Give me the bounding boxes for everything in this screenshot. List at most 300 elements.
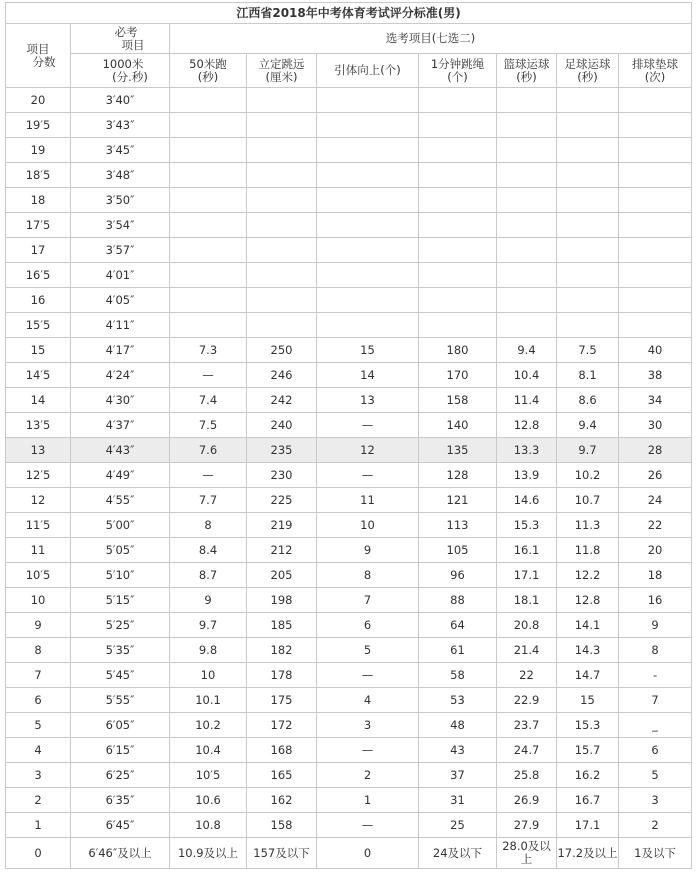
score-cell: 9 — [6, 613, 71, 638]
cell-standing-jump: 246 — [247, 363, 317, 388]
cell-football: 17.2及以上 — [557, 838, 619, 869]
column-header-football: 足球运球 (秒) — [557, 54, 619, 88]
cell-football: 15.3 — [557, 713, 619, 738]
score-cell: 18 — [6, 188, 71, 213]
table-row — [6, 363, 692, 388]
cell-rope-skip: 61 — [419, 638, 497, 663]
cell-standing-jump: 250 — [247, 338, 317, 363]
cell-standing-jump: 198 — [247, 588, 317, 613]
score-cell: 12 — [6, 488, 71, 513]
cell-standing-jump — [247, 163, 317, 188]
cell-football — [557, 163, 619, 188]
score-cell: 10 — [6, 588, 71, 613]
cell-basketball: 26.9 — [497, 788, 557, 813]
table-row — [6, 588, 692, 613]
table-row — [6, 763, 692, 788]
table-row — [6, 788, 692, 813]
cell-volleyball: 34 — [619, 388, 692, 413]
cell-standing-jump — [247, 88, 317, 113]
cell-rope-skip: 88 — [419, 588, 497, 613]
cell-50m — [170, 88, 247, 113]
cell-1000m: 4′43″ — [71, 438, 170, 463]
cell-rope-skip: 48 — [419, 713, 497, 738]
cell-1000m: 5′35″ — [71, 638, 170, 663]
table-row — [6, 488, 692, 513]
cell-football — [557, 138, 619, 163]
cell-volleyball — [619, 113, 692, 138]
cell-50m: 10.6 — [170, 788, 247, 813]
cell-volleyball: 28 — [619, 438, 692, 463]
cell-1000m: 4′24″ — [71, 363, 170, 388]
cell-rope-skip: 180 — [419, 338, 497, 363]
cell-50m: 10.8 — [170, 813, 247, 838]
cell-rope-skip: 96 — [419, 563, 497, 588]
cell-basketball — [497, 313, 557, 338]
cell-standing-jump: 165 — [247, 763, 317, 788]
cell-volleyball: 6 — [619, 738, 692, 763]
table-row — [6, 738, 692, 763]
score-cell: 16′5 — [6, 263, 71, 288]
cell-volleyball: 8 — [619, 638, 692, 663]
cell-pull-up — [317, 113, 419, 138]
score-cell: 13′5 — [6, 413, 71, 438]
cell-football: 12.8 — [557, 588, 619, 613]
cell-volleyball — [619, 288, 692, 313]
cell-basketball: 11.4 — [497, 388, 557, 413]
table-row — [6, 538, 692, 563]
cell-50m: 10 — [170, 663, 247, 688]
cell-football: 7.5 — [557, 338, 619, 363]
cell-1000m: 5′45″ — [71, 663, 170, 688]
cell-basketball: 13.9 — [497, 463, 557, 488]
cell-pull-up: 13 — [317, 388, 419, 413]
cell-pull-up: — — [317, 663, 419, 688]
cell-pull-up: 4 — [317, 688, 419, 713]
cell-pull-up: 6 — [317, 613, 419, 638]
cell-basketball — [497, 288, 557, 313]
cell-50m: 10.9及以上 — [170, 838, 247, 869]
cell-basketball: 16.1 — [497, 538, 557, 563]
cell-basketball: 25.8 — [497, 763, 557, 788]
cell-volleyball — [619, 138, 692, 163]
table-row — [6, 113, 692, 138]
cell-rope-skip: 158 — [419, 388, 497, 413]
cell-pull-up: — — [317, 813, 419, 838]
cell-football: 14.7 — [557, 663, 619, 688]
cell-rope-skip: 113 — [419, 513, 497, 538]
cell-football — [557, 263, 619, 288]
cell-rope-skip — [419, 238, 497, 263]
table-row — [6, 438, 692, 463]
cell-basketball: 17.1 — [497, 563, 557, 588]
cell-football: 10.7 — [557, 488, 619, 513]
score-cell: 2 — [6, 788, 71, 813]
cell-standing-jump: 235 — [247, 438, 317, 463]
cell-rope-skip — [419, 88, 497, 113]
table-row — [6, 238, 692, 263]
table-row — [6, 88, 692, 113]
table-row — [6, 513, 692, 538]
cell-standing-jump: 205 — [247, 563, 317, 588]
table-row — [6, 213, 692, 238]
cell-standing-jump: 182 — [247, 638, 317, 663]
table-row — [6, 388, 692, 413]
cell-standing-jump: 172 — [247, 713, 317, 738]
cell-pull-up: 3 — [317, 713, 419, 738]
cell-basketball — [497, 113, 557, 138]
corner-label-score: 分数 — [32, 54, 56, 69]
table-row — [6, 288, 692, 313]
cell-basketball: 27.9 — [497, 813, 557, 838]
cell-pull-up — [317, 138, 419, 163]
cell-volleyball: 5 — [619, 763, 692, 788]
cell-1000m: 3′57″ — [71, 238, 170, 263]
table-row — [6, 838, 692, 869]
cell-standing-jump: 212 — [247, 538, 317, 563]
cell-volleyball: 24 — [619, 488, 692, 513]
column-header-1000m — [71, 54, 170, 88]
cell-50m — [170, 188, 247, 213]
cell-50m: — — [170, 363, 247, 388]
cell-football — [557, 238, 619, 263]
cell-standing-jump: 162 — [247, 788, 317, 813]
cell-rope-skip: 135 — [419, 438, 497, 463]
cell-volleyball — [619, 238, 692, 263]
cell-rope-skip — [419, 213, 497, 238]
score-cell: 19 — [6, 138, 71, 163]
score-cell: 0 — [6, 838, 71, 869]
cell-volleyball: 18 — [619, 563, 692, 588]
cell-volleyball — [619, 213, 692, 238]
cell-standing-jump: 157及以下 — [247, 838, 317, 869]
cell-standing-jump — [247, 288, 317, 313]
cell-rope-skip: 170 — [419, 363, 497, 388]
cell-football: 8.6 — [557, 388, 619, 413]
table-row — [6, 188, 692, 213]
cell-50m: 10.4 — [170, 738, 247, 763]
cell-football: 9.7 — [557, 438, 619, 463]
score-cell: 4 — [6, 738, 71, 763]
table-row — [6, 338, 692, 363]
cell-pull-up — [317, 163, 419, 188]
cell-standing-jump: 178 — [247, 663, 317, 688]
cell-football — [557, 213, 619, 238]
cell-pull-up — [317, 188, 419, 213]
required-label-a: 必考 — [114, 24, 138, 39]
cell-football: 10.2 — [557, 463, 619, 488]
cell-pull-up: 5 — [317, 638, 419, 663]
cell-basketball — [497, 213, 557, 238]
column-header-rope-skip: 1分钟跳绳 (个) — [419, 54, 497, 88]
cell-football: 12.2 — [557, 563, 619, 588]
cell-standing-jump — [247, 238, 317, 263]
cell-50m: 10.1 — [170, 688, 247, 713]
cell-basketball: 14.6 — [497, 488, 557, 513]
cell-pull-up — [317, 288, 419, 313]
table-row — [6, 413, 692, 438]
cell-rope-skip: 128 — [419, 463, 497, 488]
cell-rope-skip: 24及以下 — [419, 838, 497, 869]
cell-rope-skip: 25 — [419, 813, 497, 838]
cell-50m — [170, 113, 247, 138]
score-cell: 15′5 — [6, 313, 71, 338]
cell-football: 11.3 — [557, 513, 619, 538]
cell-50m — [170, 313, 247, 338]
cell-standing-jump: 240 — [247, 413, 317, 438]
cell-50m — [170, 263, 247, 288]
table-row — [6, 613, 692, 638]
cell-football: 14.1 — [557, 613, 619, 638]
cell-50m: — — [170, 463, 247, 488]
cell-standing-jump — [247, 113, 317, 138]
cell-basketball — [497, 263, 557, 288]
cell-pull-up — [317, 263, 419, 288]
cell-standing-jump: 230 — [247, 463, 317, 488]
cell-pull-up: 8 — [317, 563, 419, 588]
cell-pull-up: 1 — [317, 788, 419, 813]
elective-group-header: 选考项目(七选二) — [170, 24, 692, 54]
cell-pull-up — [317, 313, 419, 338]
cell-standing-jump — [247, 188, 317, 213]
cell-basketball: 22 — [497, 663, 557, 688]
cell-50m: 8.7 — [170, 563, 247, 588]
cell-rope-skip — [419, 188, 497, 213]
cell-1000m: 3′48″ — [71, 163, 170, 188]
cell-basketball: 10.4 — [497, 363, 557, 388]
cell-standing-jump — [247, 138, 317, 163]
cell-football: 14.3 — [557, 638, 619, 663]
cell-rope-skip — [419, 288, 497, 313]
cell-50m: 7.5 — [170, 413, 247, 438]
cell-1000m: 3′50″ — [71, 188, 170, 213]
cell-rope-skip — [419, 113, 497, 138]
cell-50m: 9 — [170, 588, 247, 613]
cell-pull-up: 12 — [317, 438, 419, 463]
cell-50m: 9.8 — [170, 638, 247, 663]
cell-football — [557, 88, 619, 113]
score-cell: 17 — [6, 238, 71, 263]
cell-pull-up: 10 — [317, 513, 419, 538]
cell-1000m: 4′37″ — [71, 413, 170, 438]
cell-50m — [170, 288, 247, 313]
cell-volleyball: 30 — [619, 413, 692, 438]
table-row — [6, 563, 692, 588]
cell-standing-jump: 185 — [247, 613, 317, 638]
cell-rope-skip — [419, 313, 497, 338]
cell-football: 11.8 — [557, 538, 619, 563]
table-row — [6, 138, 692, 163]
score-cell: 14 — [6, 388, 71, 413]
score-cell: 7 — [6, 663, 71, 688]
score-cell: 1 — [6, 813, 71, 838]
cell-football — [557, 288, 619, 313]
column-header-basketball: 篮球运球 (秒) — [497, 54, 557, 88]
cell-volleyball — [619, 188, 692, 213]
score-cell: 6 — [6, 688, 71, 713]
cell-volleyball: 26 — [619, 463, 692, 488]
cell-pull-up — [317, 88, 419, 113]
cell-volleyball — [619, 313, 692, 338]
cell-rope-skip: 105 — [419, 538, 497, 563]
cell-pull-up: — — [317, 463, 419, 488]
table-title: 江西省2018年中考体育考试评分标准(男) — [6, 3, 692, 24]
cell-volleyball: 2 — [619, 813, 692, 838]
cell-basketball: 15.3 — [497, 513, 557, 538]
cell-basketball — [497, 238, 557, 263]
score-cell: 8 — [6, 638, 71, 663]
table-row — [6, 463, 692, 488]
score-cell: 10′5 — [6, 563, 71, 588]
cell-1000m: 6′25″ — [71, 763, 170, 788]
cell-1000m: 5′05″ — [71, 538, 170, 563]
cell-basketball: 23.7 — [497, 713, 557, 738]
cell-basketball — [497, 163, 557, 188]
cell-1000m: 4′55″ — [71, 488, 170, 513]
cell-basketball: 12.8 — [497, 413, 557, 438]
score-cell: 3 — [6, 763, 71, 788]
cell-1000m: 4′05″ — [71, 288, 170, 313]
score-cell: 13 — [6, 438, 71, 463]
cell-basketball — [497, 88, 557, 113]
score-cell: 18′5 — [6, 163, 71, 188]
column-header-50m: 50米跑 (秒) — [170, 54, 247, 88]
cell-pull-up — [317, 213, 419, 238]
cell-50m: 9.7 — [170, 613, 247, 638]
cell-1000m: 4′01″ — [71, 263, 170, 288]
cell-1000m: 6′35″ — [71, 788, 170, 813]
cell-volleyball — [619, 88, 692, 113]
cell-volleyball: - — [619, 663, 692, 688]
score-cell: 19′5 — [6, 113, 71, 138]
cell-50m: 7.4 — [170, 388, 247, 413]
cell-volleyball: 40 — [619, 338, 692, 363]
cell-1000m: 6′05″ — [71, 713, 170, 738]
column-header-1000m-unit: (分.秒) — [112, 69, 148, 84]
cell-1000m: 5′15″ — [71, 588, 170, 613]
cell-football: 9.4 — [557, 413, 619, 438]
column-header-pull-up: 引体向上(个) — [317, 54, 419, 88]
cell-basketball: 18.1 — [497, 588, 557, 613]
cell-basketball: 28.0及以上 — [497, 838, 557, 869]
cell-football: 8.1 — [557, 363, 619, 388]
table-row — [6, 163, 692, 188]
cell-pull-up: 14 — [317, 363, 419, 388]
cell-football — [557, 113, 619, 138]
cell-pull-up — [317, 238, 419, 263]
score-cell: 11′5 — [6, 513, 71, 538]
score-cell: 15 — [6, 338, 71, 363]
score-cell: 11 — [6, 538, 71, 563]
corner-header — [6, 24, 71, 88]
column-header-1000m-name: 1000米 — [102, 56, 144, 71]
cell-50m: 10.2 — [170, 713, 247, 738]
cell-1000m: 4′11″ — [71, 313, 170, 338]
cell-1000m: 5′25″ — [71, 613, 170, 638]
cell-50m: 7.6 — [170, 438, 247, 463]
cell-50m — [170, 213, 247, 238]
table-row — [6, 263, 692, 288]
cell-basketball — [497, 188, 557, 213]
cell-volleyball: 1及以下 — [619, 838, 692, 869]
cell-basketball: 21.4 — [497, 638, 557, 663]
score-table — [5, 2, 692, 869]
cell-rope-skip: 58 — [419, 663, 497, 688]
table-row — [6, 638, 692, 663]
cell-volleyball: 22 — [619, 513, 692, 538]
table-row — [6, 663, 692, 688]
cell-1000m: 5′55″ — [71, 688, 170, 713]
cell-1000m: 3′54″ — [71, 213, 170, 238]
cell-volleyball: 3 — [619, 788, 692, 813]
column-header-standing-jump: 立定跳远 (厘米) — [247, 54, 317, 88]
cell-1000m: 6′46″及以上 — [71, 838, 170, 869]
cell-standing-jump: 158 — [247, 813, 317, 838]
cell-rope-skip: 31 — [419, 788, 497, 813]
cell-rope-skip: 140 — [419, 413, 497, 438]
score-cell: 5 — [6, 713, 71, 738]
score-cell: 12′5 — [6, 463, 71, 488]
cell-50m — [170, 238, 247, 263]
table-row — [6, 688, 692, 713]
cell-football — [557, 188, 619, 213]
cell-rope-skip — [419, 263, 497, 288]
cell-1000m: 3′40″ — [71, 88, 170, 113]
score-cell: 17′5 — [6, 213, 71, 238]
cell-volleyball: 9 — [619, 613, 692, 638]
cell-volleyball: _ — [619, 713, 692, 738]
cell-1000m: 5′00″ — [71, 513, 170, 538]
cell-1000m: 6′45″ — [71, 813, 170, 838]
cell-pull-up: 7 — [317, 588, 419, 613]
cell-football: 17.1 — [557, 813, 619, 838]
cell-football: 16.7 — [557, 788, 619, 813]
cell-rope-skip: 121 — [419, 488, 497, 513]
cell-50m: 7.7 — [170, 488, 247, 513]
cell-pull-up: — — [317, 738, 419, 763]
cell-1000m: 4′30″ — [71, 388, 170, 413]
cell-basketball — [497, 138, 557, 163]
cell-volleyball: 16 — [619, 588, 692, 613]
cell-standing-jump: 225 — [247, 488, 317, 513]
cell-pull-up: 2 — [317, 763, 419, 788]
cell-football — [557, 313, 619, 338]
cell-rope-skip: 64 — [419, 613, 497, 638]
required-header — [71, 24, 170, 54]
cell-1000m: 3′43″ — [71, 113, 170, 138]
cell-50m: 8 — [170, 513, 247, 538]
required-label-b: 项目 — [121, 37, 145, 52]
cell-50m — [170, 163, 247, 188]
cell-football: 15.7 — [557, 738, 619, 763]
cell-standing-jump — [247, 263, 317, 288]
cell-volleyball — [619, 263, 692, 288]
cell-volleyball — [619, 163, 692, 188]
cell-volleyball: 20 — [619, 538, 692, 563]
cell-50m: 10′5 — [170, 763, 247, 788]
table-row — [6, 313, 692, 338]
cell-volleyball: 38 — [619, 363, 692, 388]
cell-standing-jump: 219 — [247, 513, 317, 538]
cell-1000m: 5′10″ — [71, 563, 170, 588]
score-cell: 16 — [6, 288, 71, 313]
column-header-row — [6, 54, 692, 88]
cell-basketball: 24.7 — [497, 738, 557, 763]
cell-rope-skip: 53 — [419, 688, 497, 713]
cell-basketball: 9.4 — [497, 338, 557, 363]
corner-label-item: 项目 — [26, 41, 50, 56]
table-row — [6, 813, 692, 838]
score-cell: 20 — [6, 88, 71, 113]
